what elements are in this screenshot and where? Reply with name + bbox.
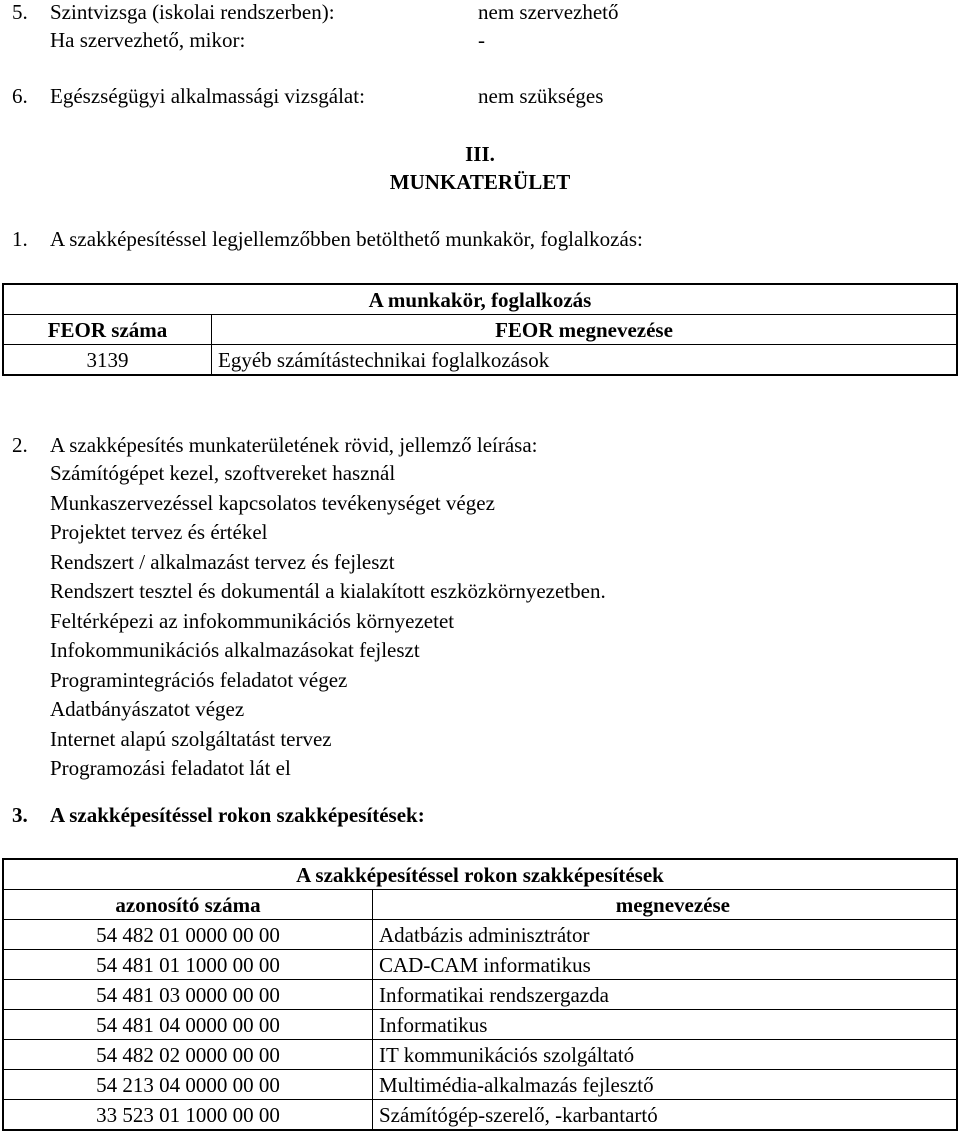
related-id-cell: 54 482 01 0000 00 00 (3, 920, 373, 950)
feor-col-name-header: FEOR megnevezése (212, 315, 958, 345)
list-item: Adatbányászatot végez (50, 697, 245, 721)
related-name-cell: Informatikus (373, 1010, 958, 1040)
related-id-cell: 33 523 01 1000 00 00 (3, 1100, 373, 1131)
q3-number: 3. (12, 803, 28, 827)
related-name-cell: Adatbázis adminisztrátor (373, 920, 958, 950)
feor-group-header: A munkakör, foglalkozás (3, 284, 957, 315)
related-group-header: A szakképesítéssel rokon szakképesítések (3, 859, 957, 890)
related-id-cell: 54 481 03 0000 00 00 (3, 980, 373, 1010)
related-qualifications-table (2, 858, 958, 1131)
related-name-cell: Számítógép-szerelő, -karbantartó (373, 1100, 958, 1131)
feor-code-cell: 3139 (3, 345, 212, 376)
related-id-cell: 54 481 01 1000 00 00 (3, 950, 373, 980)
item5-sub-value: - (478, 28, 485, 52)
list-item: Programintegrációs feladatot végez (50, 667, 348, 692)
table-row (3, 1070, 957, 1100)
related-col-id-header: azonosító száma (3, 890, 373, 920)
q2-text: A szakképesítés munkaterületének rövid, jellemző leírása: (50, 433, 538, 457)
related-col-name-header: megnevezése (373, 890, 958, 920)
list-item: Programozási feladatot lát el (50, 756, 291, 780)
related-name-cell: Multimédia-alkalmazás fejlesztő (373, 1070, 958, 1100)
section-roman: III. (465, 142, 495, 166)
list-item: Rendszert tesztel és dokumentál a kialakított eszközkörnyezetben. (50, 579, 606, 603)
table-row (3, 1010, 957, 1040)
item6-label: Egészségügyi alkalmassági vizsgálat: (50, 84, 365, 108)
table-row (3, 920, 957, 950)
table-row (3, 950, 957, 980)
table-row (3, 345, 957, 376)
work-description-list (50, 459, 606, 784)
table-row (3, 1040, 957, 1070)
list-item: Munkaszervezéssel kapcsolatos tevékenységet végez (50, 490, 495, 515)
item5-number: 5. (12, 0, 28, 24)
section-title: MUNKATERÜLET (389, 170, 571, 194)
item6-value: nem szükséges (478, 84, 604, 108)
list-item: Feltérképezi az infokommunikációs környezetet (50, 608, 455, 633)
q1-number: 1. (12, 227, 28, 251)
feor-col-code-header: FEOR száma (3, 315, 212, 345)
related-name-cell: Informatikai rendszergazda (373, 980, 958, 1010)
q3-text: A szakképesítéssel rokon szakképesítések: (50, 803, 425, 827)
list-item: Számítógépet kezel, szoftvereket használ (50, 461, 396, 485)
related-table-group-header-row (3, 859, 957, 890)
table-row (3, 980, 957, 1010)
q2-number: 2. (12, 433, 28, 457)
list-item: Projektet tervez és értékel (50, 520, 268, 544)
feor-table (2, 283, 958, 376)
item5-label: Szintvizsga (iskolai rendszerben): (50, 0, 335, 24)
related-name-cell: CAD-CAM informatikus (373, 950, 958, 980)
q1-text: A szakképesítéssel legjellemzőbben betölthető munkakör, foglalkozás: (50, 227, 643, 251)
related-id-cell: 54 213 04 0000 00 00 (3, 1070, 373, 1100)
item6-number: 6. (12, 84, 28, 108)
related-id-cell: 54 482 02 0000 00 00 (3, 1040, 373, 1070)
feor-table-group-header-row (3, 284, 957, 315)
table-row (3, 1100, 957, 1131)
list-item: Rendszert / alkalmazást tervez és fejleszt (50, 549, 395, 574)
feor-name-cell: Egyéb számítástechnikai foglalkozások (212, 345, 958, 376)
feor-table-column-header-row (3, 315, 957, 345)
list-item: Internet alapú szolgáltatást tervez (50, 726, 332, 751)
item5-sub-label: Ha szervezhető, mikor: (50, 28, 246, 52)
related-name-cell: IT kommunikációs szolgáltató (373, 1040, 958, 1070)
item5-value: nem szervezhető (478, 0, 619, 24)
related-table-column-header-row (3, 890, 957, 920)
related-id-cell: 54 481 04 0000 00 00 (3, 1010, 373, 1040)
list-item: Infokommunikációs alkalmazásokat fejleszt (50, 638, 420, 662)
